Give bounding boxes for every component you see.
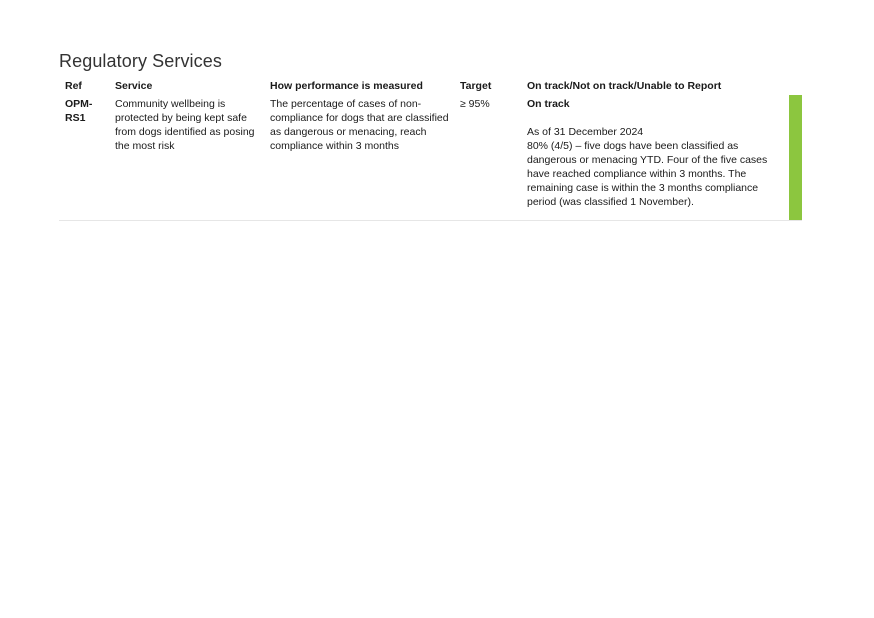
header-ref: Ref (65, 80, 82, 92)
measure-cell: The percentage of cases of non-compliance for dogs that are classified as dangerous or menacing, reach compliance within 3 months (264, 95, 454, 221)
target-cell: ≥ 95% (454, 95, 521, 221)
table-header-row (59, 78, 802, 95)
header-status: On track/Not on track/Unable to Report (527, 80, 722, 92)
header-target: Target (460, 80, 492, 92)
status-cell (521, 95, 789, 221)
status-date: As of 31 December 2024 (527, 126, 644, 138)
status-heading: On track (527, 98, 570, 110)
performance-table (59, 78, 802, 221)
ref-cell (59, 95, 109, 221)
status-indicator (789, 95, 802, 221)
ref-line-2: RS1 (65, 112, 86, 124)
status-detail: 80% (4/5) – five dogs have been classified as dangerous or menacing YTD. Four of the five cases have reached compliance within 3 months. The remaining case is within the 3 months compliance period (was classified 1 November). (527, 140, 768, 208)
header-measure: How performance is measured (270, 80, 423, 92)
ref-line-1: OPM- (65, 98, 93, 110)
header-service: Service (115, 80, 153, 92)
header-indicator (789, 78, 802, 95)
table-row (59, 95, 802, 221)
service-cell: Community wellbeing is protected by being kept safe from dogs identified as posing the most risk (109, 95, 264, 221)
page-title: Regulatory Services (59, 51, 222, 71)
